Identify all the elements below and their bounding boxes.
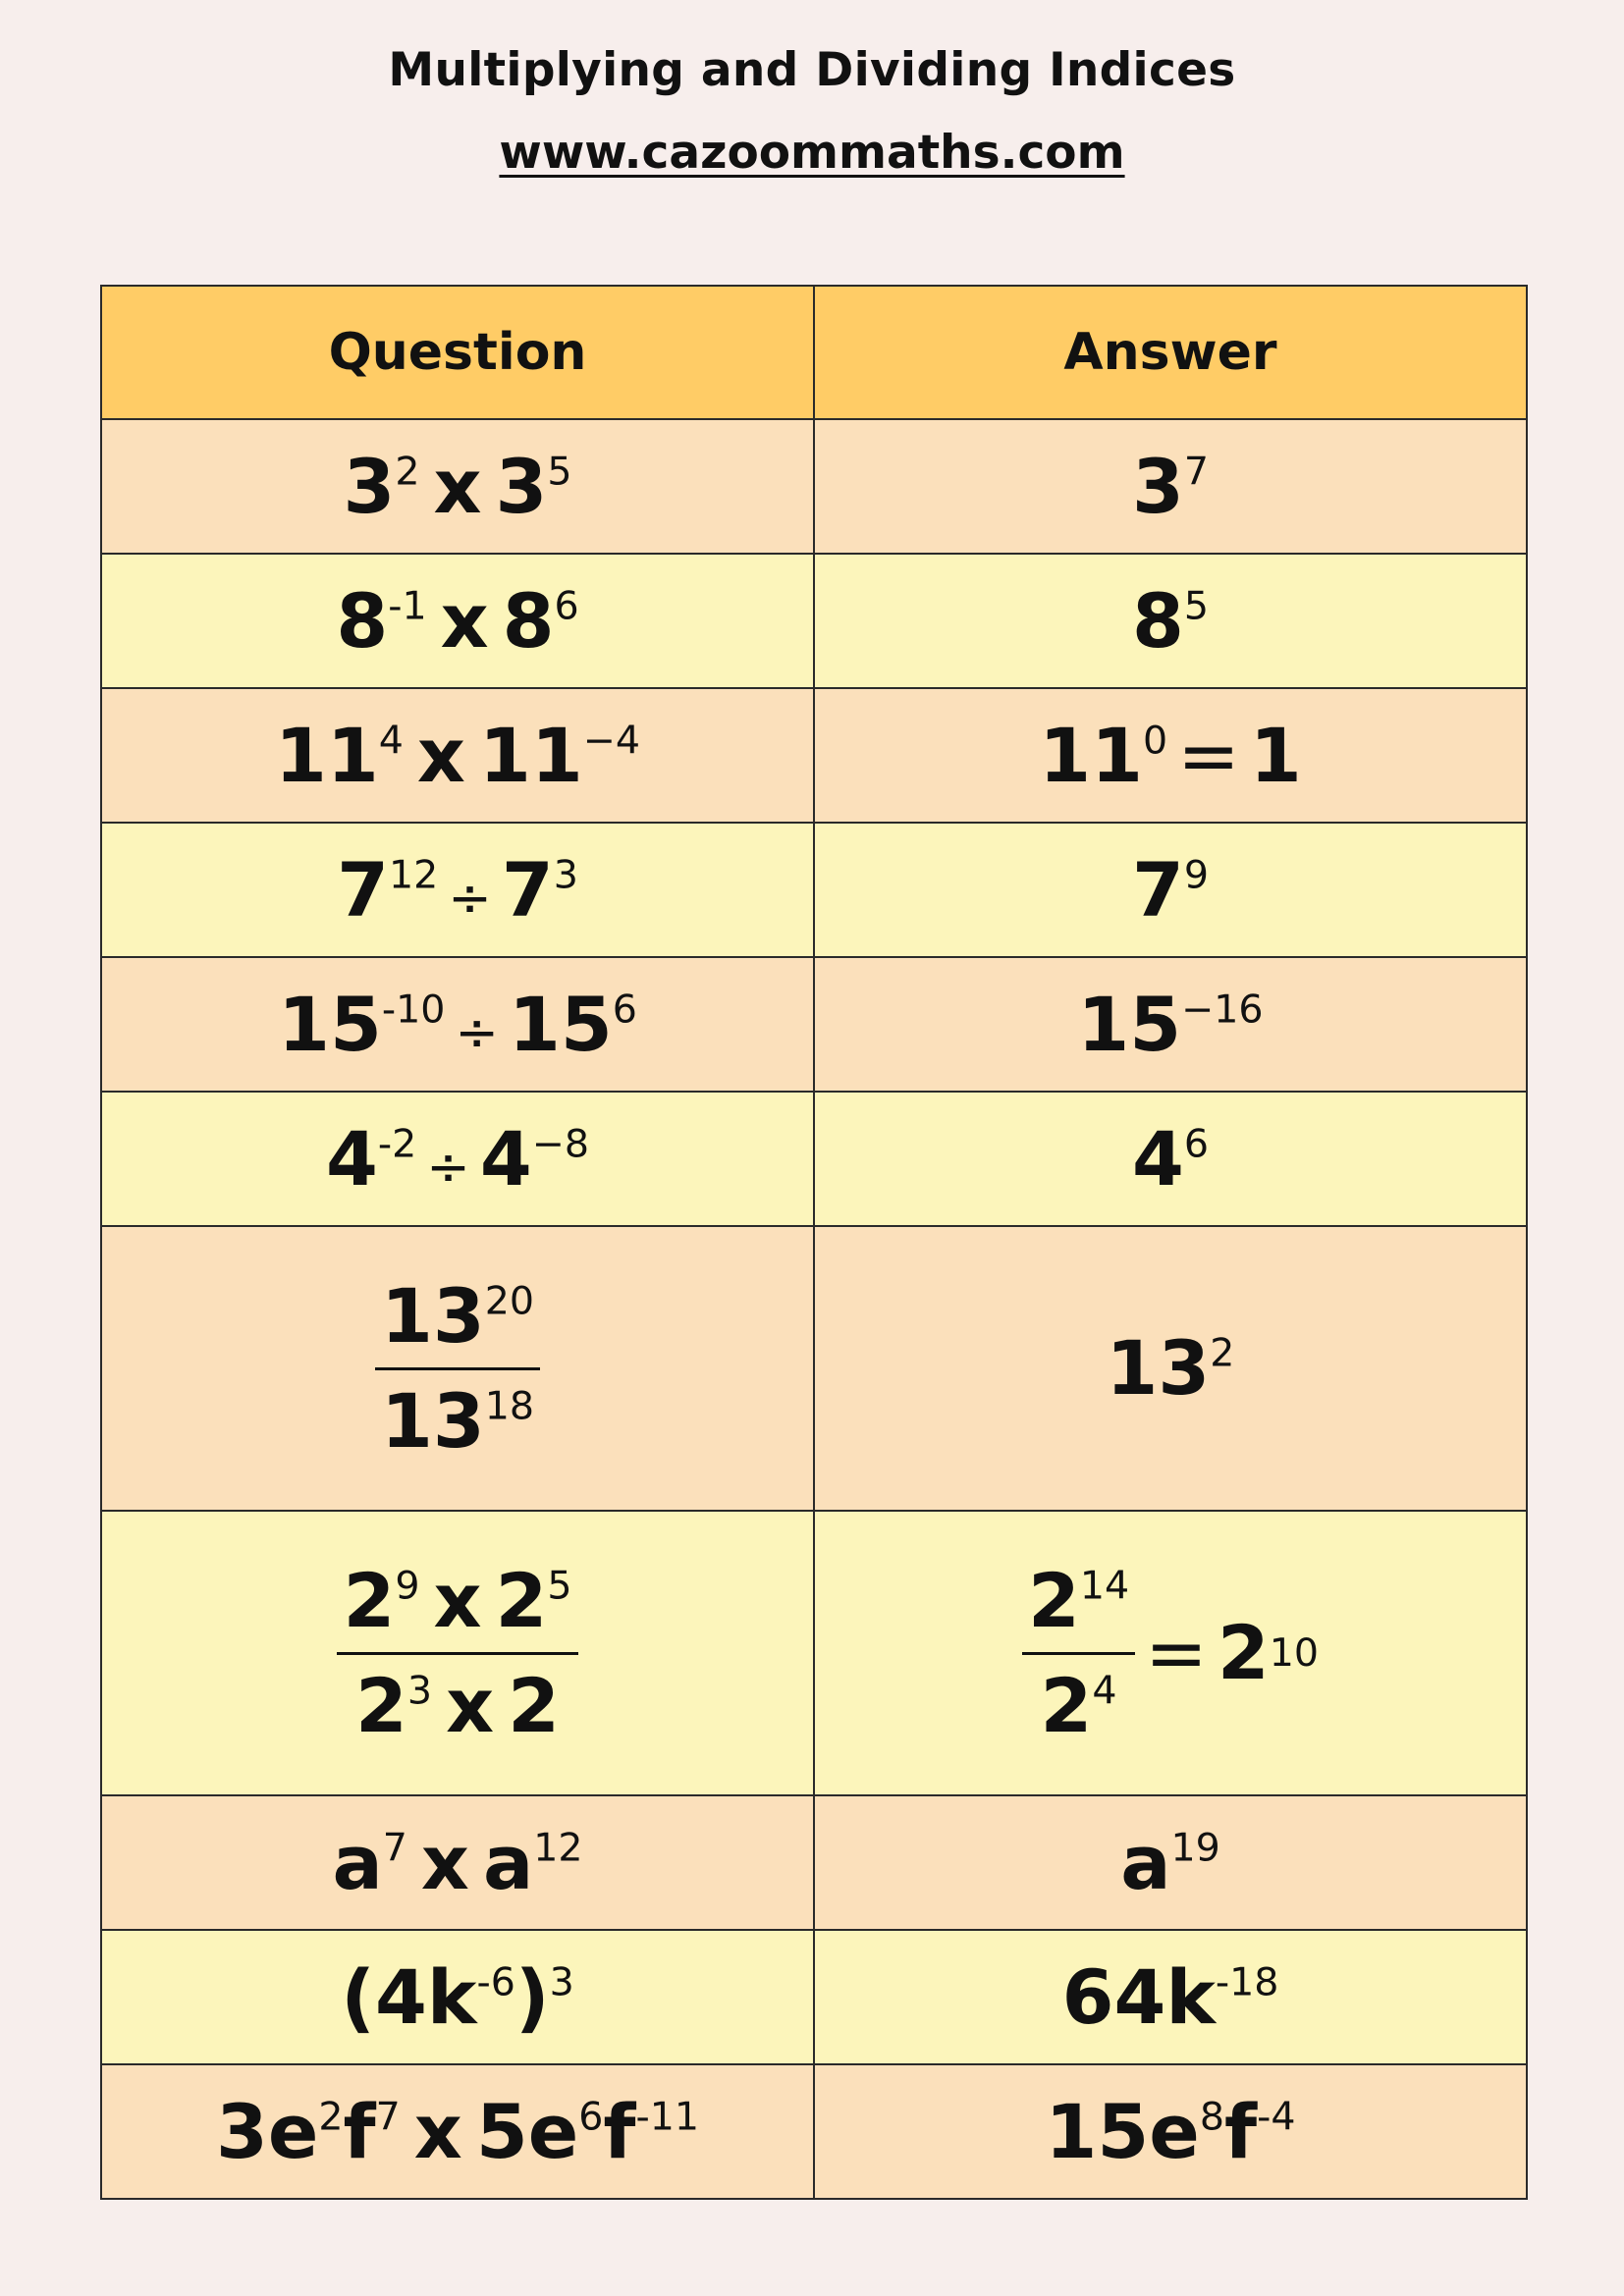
exponent: -1 (388, 583, 427, 629)
exponent: 18 (484, 1383, 535, 1429)
base: 2 (343, 1556, 396, 1644)
base: 3 (495, 442, 548, 530)
answer-cell (814, 419, 1527, 554)
table-row (101, 688, 1527, 823)
answer-cell (814, 2064, 1527, 2199)
question-cell (101, 1226, 814, 1511)
exponent: 6 (1183, 1121, 1210, 1167)
base: (4k (341, 1952, 477, 2041)
base: 8 (336, 576, 389, 665)
base: a (482, 1818, 534, 1906)
question-cell (101, 554, 814, 688)
exponent: 3 (406, 1668, 433, 1714)
answer-cell (814, 1930, 1527, 2064)
equals-sign: = (1145, 1609, 1208, 1696)
answer-cell (814, 554, 1527, 688)
exponent: 7 (1183, 449, 1210, 495)
website-url (0, 126, 1624, 180)
exponent: 20 (484, 1278, 535, 1324)
table-row (101, 957, 1527, 1092)
denominator (375, 1370, 540, 1465)
base: 3 (343, 442, 396, 530)
base: 2 (355, 1661, 407, 1749)
exponent: 4 (378, 718, 404, 764)
table-row (101, 1511, 1527, 1795)
base: 4 (479, 1114, 532, 1202)
numerator (375, 1271, 540, 1367)
base: 2 (1217, 1609, 1270, 1696)
answer-cell (814, 1226, 1527, 1511)
answer-cell (814, 823, 1527, 957)
exponent: 2 (318, 2094, 344, 2140)
equals-sign: = (1177, 711, 1240, 799)
exponent: 5 (547, 449, 572, 495)
exponent: −8 (531, 1121, 590, 1167)
answer-header: Answer (814, 286, 1527, 419)
exponent: 9 (1183, 852, 1210, 898)
fraction (337, 1556, 577, 1749)
base: f (603, 2087, 636, 2175)
base: 7 (501, 845, 554, 934)
table-row (101, 554, 1527, 688)
answer-expression: $\frac{2^{14}}{2^4}$ = 2 10 (1022, 1564, 1319, 1743)
operator: x (413, 2087, 462, 2175)
header-row (101, 286, 1527, 419)
exponent: 2 (1210, 1330, 1235, 1376)
exponent: 3 (553, 852, 578, 898)
exponent: -2 (377, 1121, 417, 1167)
numerator (1022, 1556, 1135, 1652)
question-cell (101, 419, 814, 554)
exponent: 7 (382, 1825, 407, 1871)
divide-sign: ÷ (426, 1136, 470, 1198)
answer-cell (814, 957, 1527, 1092)
question-cell (101, 1795, 814, 1930)
base: 2 (1040, 1661, 1093, 1749)
operator: x (416, 711, 465, 799)
base: a (1120, 1818, 1171, 1906)
base: a (332, 1818, 383, 1906)
question-cell (101, 1930, 814, 2064)
base: 5e (475, 2087, 579, 2175)
table-row (101, 419, 1527, 554)
table-row (101, 2064, 1527, 2199)
base: 3e (215, 2087, 319, 2175)
answer-cell (814, 688, 1527, 823)
base: 8 (1131, 576, 1184, 665)
question-cell (101, 823, 814, 957)
indices-table (100, 285, 1528, 2200)
exponent: 12 (388, 852, 439, 898)
base: 4 (1131, 1114, 1184, 1202)
base: f (343, 2087, 376, 2175)
base: 13 (380, 1376, 485, 1465)
exponent: −16 (1181, 987, 1264, 1033)
base: 11 (275, 711, 379, 799)
exponent: 5 (547, 1563, 572, 1609)
fraction (375, 1271, 540, 1465)
base: 2 (508, 1661, 560, 1749)
divide-sign: ÷ (455, 1001, 499, 1063)
worksheet-title: Multiplying and Dividing Indices (388, 43, 1236, 97)
table-row (101, 1092, 1527, 1226)
base: 7 (1131, 845, 1184, 934)
base: 2 (1027, 1556, 1080, 1644)
website-url-text: www.cazoommaths.com (499, 126, 1125, 180)
base: 15 (1077, 980, 1182, 1068)
divide-sign: ÷ (448, 867, 492, 929)
exponent: 6 (578, 2094, 604, 2140)
answer-cell (814, 1795, 1527, 1930)
base: 13 (380, 1271, 485, 1360)
base: 15e (1045, 2087, 1200, 2175)
exponent: 12 (533, 1825, 583, 1871)
question-cell (101, 1092, 814, 1226)
operator: x (433, 442, 482, 530)
exponent: -4 (1257, 2094, 1296, 2140)
exponent: -11 (635, 2094, 700, 2140)
numerator (337, 1556, 577, 1652)
exponent: 2 (395, 449, 420, 495)
exponent: 4 (1092, 1668, 1117, 1714)
exponent: −4 (582, 718, 640, 764)
question-cell (101, 2064, 814, 2199)
question-cell (101, 688, 814, 823)
base: 8 (502, 576, 555, 665)
exponent: 19 (1170, 1825, 1220, 1871)
question-header: Question (101, 286, 814, 419)
exponent: 9 (395, 1563, 420, 1609)
answer-cell (814, 1092, 1527, 1226)
question-cell (101, 1511, 814, 1795)
exponent: 14 (1079, 1563, 1130, 1609)
base: 11 (1039, 711, 1144, 799)
operator: x (446, 1661, 495, 1749)
exponent: 5 (1183, 583, 1210, 629)
exponent: -6 (476, 1959, 515, 2005)
base: 15 (508, 980, 613, 1068)
operator: x (420, 1818, 469, 1906)
exponent: 8 (1199, 2094, 1224, 2140)
exponent: 6 (554, 583, 579, 629)
operator: x (433, 1556, 482, 1644)
question-cell (101, 957, 814, 1092)
table-row (101, 1930, 1527, 2064)
base: 2 (495, 1556, 548, 1644)
exponent: -10 (381, 987, 446, 1033)
denominator (337, 1655, 577, 1749)
exponent: 6 (612, 987, 637, 1033)
base: 4 (325, 1114, 378, 1202)
close-paren: ) (514, 1952, 550, 2041)
table-row (101, 1795, 1527, 1930)
exponent: 3 (549, 1959, 574, 2005)
table-row (101, 1226, 1527, 1511)
denominator (1022, 1655, 1135, 1749)
exponent: 7 (375, 2094, 401, 2140)
base: 13 (1106, 1324, 1211, 1412)
operator: x (440, 576, 489, 665)
result: 1 (1249, 711, 1302, 799)
base: 11 (478, 711, 583, 799)
base: 64k (1061, 1952, 1216, 2041)
base: 3 (1131, 442, 1184, 530)
exponent: -18 (1215, 1959, 1279, 2005)
fraction (1022, 1556, 1135, 1749)
answer-cell (814, 1511, 1527, 1795)
exponent: 0 (1143, 718, 1168, 764)
base: 7 (337, 845, 389, 934)
base: 15 (278, 980, 382, 1068)
base: f (1223, 2087, 1258, 2175)
table-row (101, 823, 1527, 957)
